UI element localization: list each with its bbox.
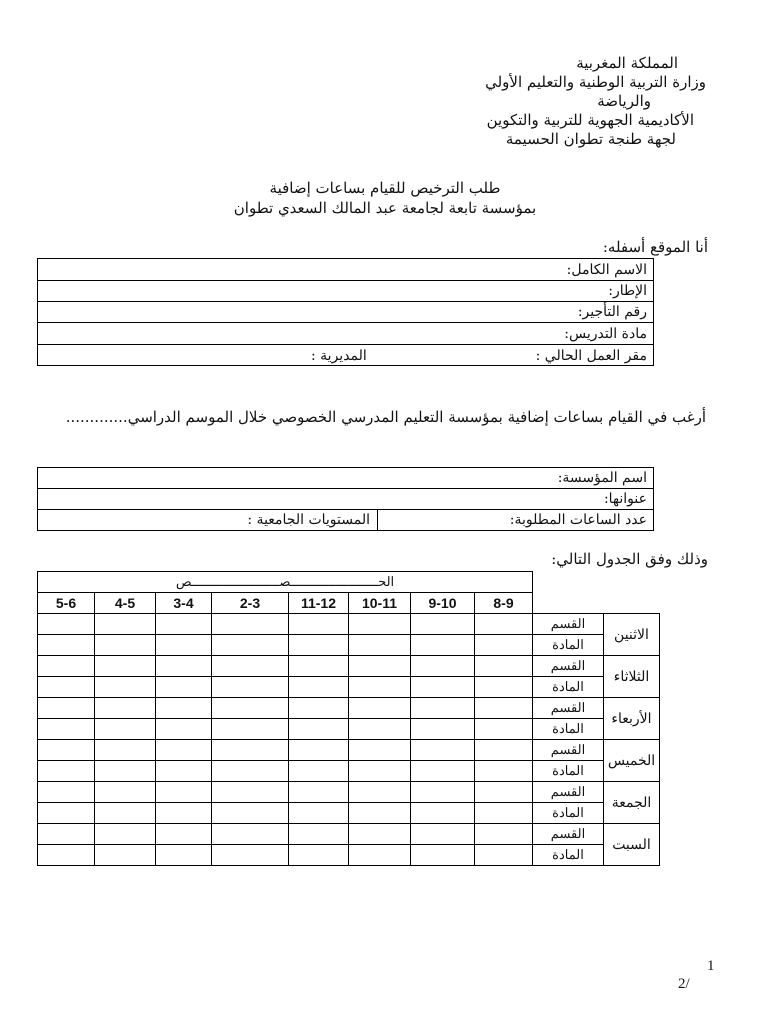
- slot-10-11: 10-11: [349, 593, 411, 614]
- hours-required-label: عدد الساعات المطلوبة:: [509, 512, 647, 528]
- row-label-subject: المادة: [533, 719, 604, 740]
- schedule-cell[interactable]: [212, 614, 289, 635]
- schedule-cell[interactable]: [212, 656, 289, 677]
- schedule-cell[interactable]: [95, 740, 156, 761]
- schedule-cell[interactable]: [411, 614, 475, 635]
- schedule-cell[interactable]: [411, 824, 475, 845]
- schedule-row-class: [38, 782, 660, 803]
- schedule-cell[interactable]: [411, 719, 475, 740]
- registration-row[interactable]: [38, 302, 653, 323]
- schedule-cell[interactable]: [156, 677, 212, 698]
- schedule-cell[interactable]: [156, 698, 212, 719]
- schedule-cell[interactable]: [212, 824, 289, 845]
- schedule-cell[interactable]: [289, 803, 349, 824]
- schedule-cell[interactable]: [289, 845, 349, 866]
- schedule-cell[interactable]: [212, 719, 289, 740]
- schedule-cell[interactable]: [349, 677, 411, 698]
- schedule-intro: وذلك وفق الجدول التالي:: [551, 550, 708, 568]
- row-label-subject: المادة: [533, 803, 604, 824]
- schedule-cell[interactable]: [475, 761, 533, 782]
- row-label-class: القسم: [533, 782, 604, 803]
- institution-address-label: عنوانها:: [603, 491, 647, 507]
- schedule-cell[interactable]: [38, 614, 95, 635]
- schedule-cell[interactable]: [156, 614, 212, 635]
- slot-3-4: 3-4: [156, 593, 212, 614]
- schedule-cell[interactable]: [38, 677, 95, 698]
- title-line-2: بمؤسسة تابعة لجامعة عبد المالك السعدي تطوان: [233, 199, 537, 217]
- schedule-cell[interactable]: [95, 614, 156, 635]
- schedule-cell[interactable]: [411, 845, 475, 866]
- schedule-cell[interactable]: [349, 698, 411, 719]
- header-ministry: وزارة التربية الوطنية والتعليم الأولي: [485, 73, 706, 91]
- schedule-cell[interactable]: [156, 782, 212, 803]
- ministry-header: [376, 54, 706, 149]
- schedule-cell[interactable]: [349, 614, 411, 635]
- signatory-intro: أنا الموقع أسفله:: [602, 238, 708, 256]
- directorate-label: المديرية :: [311, 348, 367, 364]
- row-label-subject: المادة: [533, 761, 604, 782]
- schedule-cell[interactable]: [411, 656, 475, 677]
- schedule-cell[interactable]: [349, 845, 411, 866]
- slot-2-3: 2-3: [212, 593, 289, 614]
- schedule-cell[interactable]: [38, 761, 95, 782]
- schedule-row-class: [38, 656, 660, 677]
- schedule-row-subject: [38, 803, 660, 824]
- schedule-cell[interactable]: [411, 803, 475, 824]
- schedule-cell[interactable]: [38, 803, 95, 824]
- day-label: الخميس: [604, 740, 660, 782]
- schedule-cell[interactable]: [156, 740, 212, 761]
- schedule-row-subject: [38, 635, 660, 656]
- schedule-cell[interactable]: [475, 740, 533, 761]
- registration-label: رقم التأجير:: [577, 304, 647, 320]
- schedule-cell[interactable]: [475, 719, 533, 740]
- row-label-subject: المادة: [533, 845, 604, 866]
- schedule-cell[interactable]: [349, 803, 411, 824]
- cadre-label: الإطار:: [608, 283, 647, 299]
- schedule-cell[interactable]: [212, 803, 289, 824]
- schedule-cell[interactable]: [475, 782, 533, 803]
- schedule-cell[interactable]: [475, 656, 533, 677]
- schedule-cell[interactable]: [38, 635, 95, 656]
- schedule-row-class: [38, 740, 660, 761]
- row-label-subject: المادة: [533, 635, 604, 656]
- schedule-cell[interactable]: [95, 824, 156, 845]
- subject-row[interactable]: [38, 323, 653, 345]
- schedule-cell[interactable]: [212, 761, 289, 782]
- schedule-cell[interactable]: [156, 803, 212, 824]
- schedule-cell[interactable]: [156, 719, 212, 740]
- schedule-cell[interactable]: [349, 824, 411, 845]
- schedule-cell[interactable]: [411, 740, 475, 761]
- header-region: لجهة طنجة تطوان الحسيمة: [505, 130, 676, 148]
- schedule-cell[interactable]: [212, 677, 289, 698]
- schedule-cell[interactable]: [475, 824, 533, 845]
- schedule-body: [38, 614, 660, 866]
- schedule-cell[interactable]: [38, 719, 95, 740]
- schedule-cell[interactable]: [349, 782, 411, 803]
- schedule-cell[interactable]: [475, 803, 533, 824]
- schedule-cell[interactable]: [289, 677, 349, 698]
- header-sports: والرياضة: [597, 92, 651, 110]
- workplace-row[interactable]: [38, 345, 653, 367]
- institution-info-box: [37, 467, 654, 531]
- schedule-cell[interactable]: [38, 845, 95, 866]
- institution-address-row[interactable]: [38, 489, 653, 510]
- schedule-cell[interactable]: [289, 698, 349, 719]
- institution-name-row[interactable]: [38, 468, 653, 489]
- schedule-cell[interactable]: [95, 635, 156, 656]
- schedule-cell[interactable]: [156, 656, 212, 677]
- schedule-cell[interactable]: [95, 782, 156, 803]
- full-name-row[interactable]: [38, 259, 653, 281]
- schedule-cell[interactable]: [38, 656, 95, 677]
- request-statement: أرغب في القيام بساعات إضافية بمؤسسة التعليم المدرسي الخصوصي خلال الموسم الدراسي.............: [65, 408, 706, 426]
- schedule-cell[interactable]: [212, 635, 289, 656]
- schedule-cell[interactable]: [289, 782, 349, 803]
- schedule-row-class: [38, 824, 660, 845]
- schedule-cell[interactable]: [212, 782, 289, 803]
- row-label-class: القسم: [533, 614, 604, 635]
- slot-4-5: 4-5: [95, 593, 156, 614]
- header-corner: [533, 572, 660, 593]
- cadre-row[interactable]: [38, 281, 653, 302]
- schedule-cell[interactable]: [38, 824, 95, 845]
- slot-5-6: 5-6: [38, 593, 95, 614]
- schedule-cell[interactable]: [411, 782, 475, 803]
- schedule-cell[interactable]: [411, 761, 475, 782]
- schedule-row-subject: [38, 761, 660, 782]
- row-label-class: القسم: [533, 740, 604, 761]
- schedule-cell[interactable]: [349, 740, 411, 761]
- schedule-cell[interactable]: [289, 656, 349, 677]
- schedule-cell[interactable]: [289, 761, 349, 782]
- row-label-subject: المادة: [533, 677, 604, 698]
- schedule-row-class: [38, 614, 660, 635]
- page-number: 1: [707, 958, 715, 974]
- sessions-header: الحـــــــــــــــــــــــصـــــــــــــــــــــــص: [38, 572, 533, 593]
- schedule-cell[interactable]: [289, 635, 349, 656]
- schedule-cell[interactable]: [95, 803, 156, 824]
- day-label: السبت: [604, 824, 660, 866]
- schedule-cell[interactable]: [95, 656, 156, 677]
- header-academy: الأكاديمية الجهوية للتربية والتكوين: [486, 111, 694, 129]
- schedule-row-subject: [38, 845, 660, 866]
- workplace-label: مقر العمل الحالي :: [535, 348, 647, 364]
- schedule-cell[interactable]: [38, 782, 95, 803]
- schedule-cell[interactable]: [95, 677, 156, 698]
- schedule-cell[interactable]: [95, 761, 156, 782]
- schedule-cell[interactable]: [289, 824, 349, 845]
- university-levels-label: المستويات الجامعية :: [247, 512, 370, 528]
- schedule-cell[interactable]: [156, 761, 212, 782]
- row-label-class: القسم: [533, 698, 604, 719]
- schedule-cell[interactable]: [289, 740, 349, 761]
- schedule-cell[interactable]: [475, 698, 533, 719]
- schedule-cell[interactable]: [38, 740, 95, 761]
- schedule-cell[interactable]: [475, 845, 533, 866]
- schedule-cell[interactable]: [289, 719, 349, 740]
- row-label-class: القسم: [533, 656, 604, 677]
- schedule-cell[interactable]: [156, 824, 212, 845]
- hours-required-cell[interactable]: [377, 510, 653, 531]
- schedule-cell[interactable]: [289, 614, 349, 635]
- schedule-table: [37, 571, 660, 866]
- schedule-row-subject: [38, 677, 660, 698]
- schedule-cell[interactable]: [349, 656, 411, 677]
- slot-corner: [533, 593, 660, 614]
- slot-11-12: 11-12: [289, 593, 349, 614]
- schedule-cell[interactable]: [349, 761, 411, 782]
- schedule-cell[interactable]: [212, 740, 289, 761]
- day-label: الاثنين: [604, 614, 660, 656]
- institution-name-label: اسم المؤسسة:: [557, 470, 647, 486]
- schedule-cell[interactable]: [212, 845, 289, 866]
- schedule-row-subject: [38, 719, 660, 740]
- schedule-cell[interactable]: [349, 719, 411, 740]
- personal-info-box: [37, 258, 654, 366]
- schedule-cell[interactable]: [475, 635, 533, 656]
- schedule-cell[interactable]: [475, 677, 533, 698]
- schedule-cell[interactable]: [95, 719, 156, 740]
- day-label: الأربعاء: [604, 698, 660, 740]
- schedule-row-class: [38, 698, 660, 719]
- schedule-cell[interactable]: [38, 698, 95, 719]
- schedule-cell[interactable]: [156, 635, 212, 656]
- subject-label: مادة التدريس:: [564, 326, 647, 342]
- day-label: الجمعة: [604, 782, 660, 824]
- schedule-cell[interactable]: [475, 614, 533, 635]
- row-label-class: القسم: [533, 824, 604, 845]
- full-name-label: الاسم الكامل:: [566, 262, 647, 278]
- schedule-cell[interactable]: [411, 677, 475, 698]
- header-kingdom: المملكة المغربية: [576, 54, 678, 72]
- slot-9-10: 9-10: [411, 593, 475, 614]
- schedule-cell[interactable]: [411, 635, 475, 656]
- hours-levels-row: [38, 510, 653, 532]
- document-title: [200, 178, 570, 218]
- university-levels-cell[interactable]: [38, 510, 378, 531]
- schedule-cell[interactable]: [156, 845, 212, 866]
- schedule-cell[interactable]: [95, 698, 156, 719]
- slot-8-9: 8-9: [475, 593, 533, 614]
- schedule-cell[interactable]: [212, 698, 289, 719]
- title-line-1: طلب الترخيص للقيام بساعات إضافية: [269, 179, 501, 197]
- day-label: الثلاثاء: [604, 656, 660, 698]
- schedule-cell[interactable]: [349, 635, 411, 656]
- schedule-cell[interactable]: [411, 698, 475, 719]
- schedule-cell[interactable]: [95, 845, 156, 866]
- page-total: 2/: [678, 976, 690, 992]
